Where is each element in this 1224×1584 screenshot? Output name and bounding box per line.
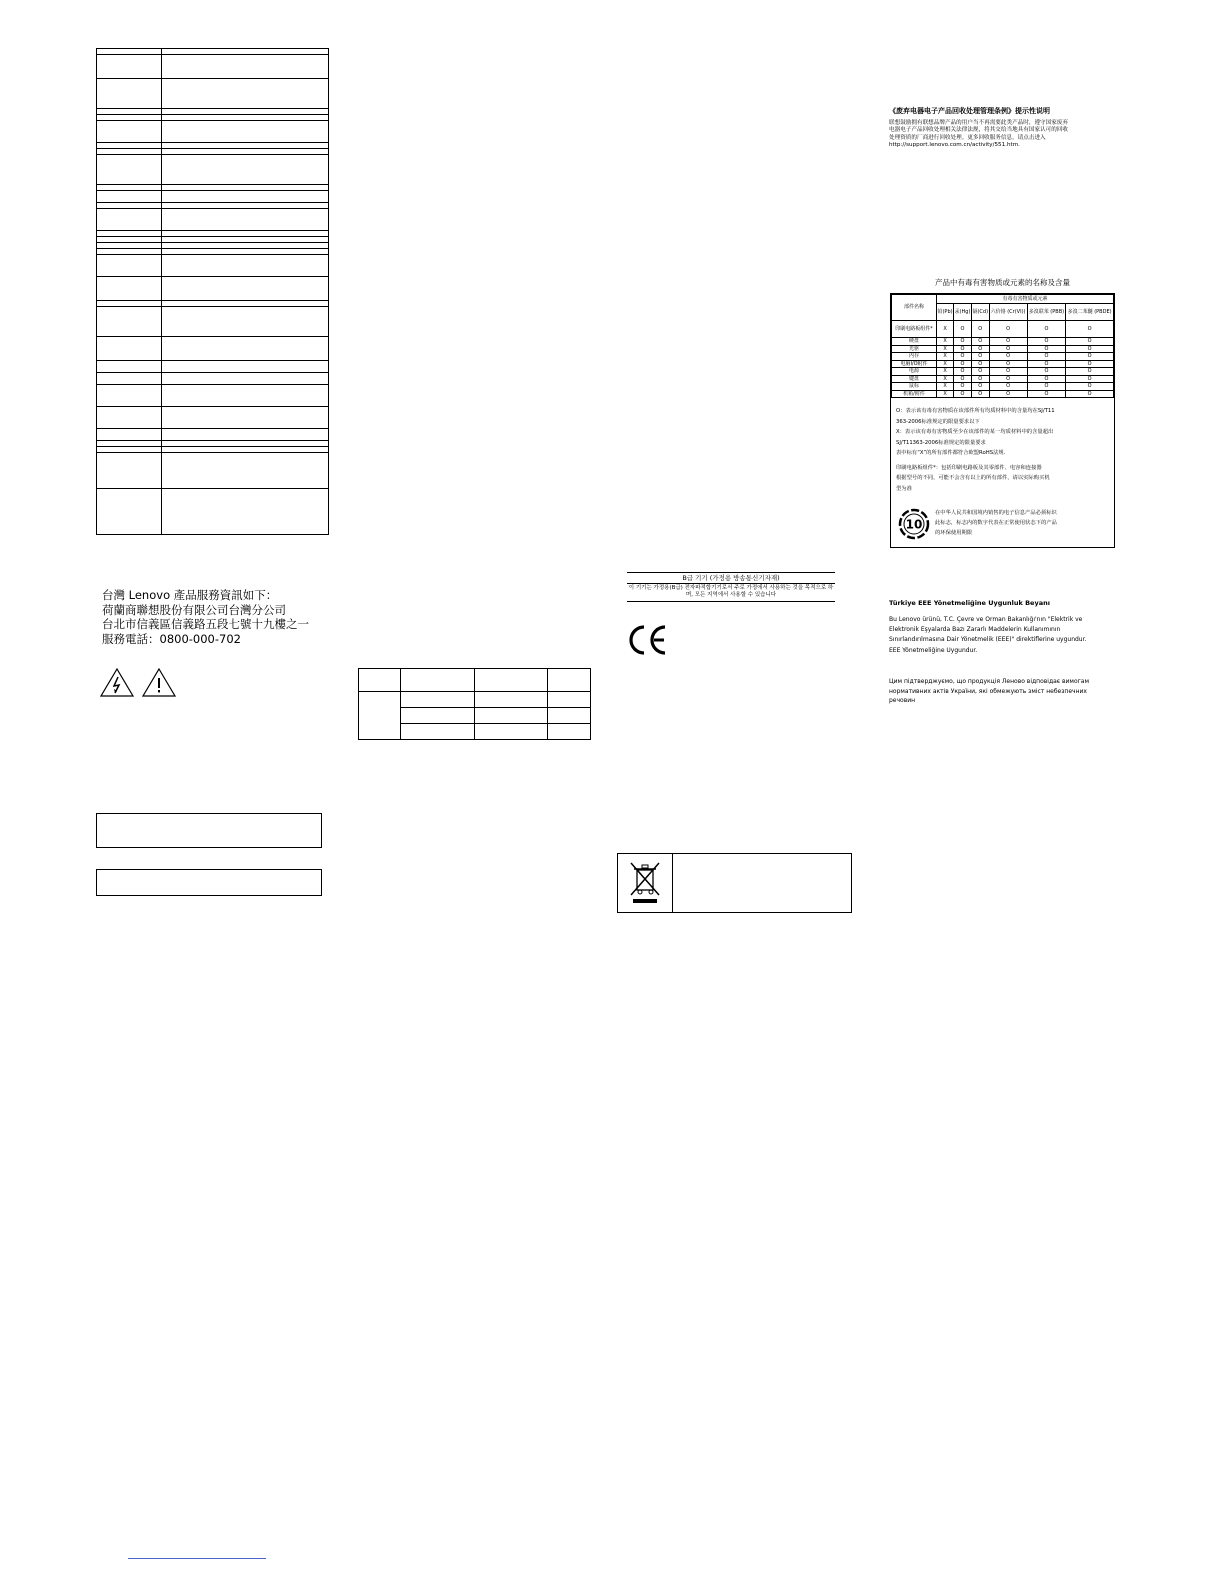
hazard-value: O (989, 375, 1027, 383)
ce-mark (628, 624, 668, 660)
hazard-value: O (971, 368, 989, 376)
spec-table-row (97, 429, 329, 441)
epup-line-1: 在中华人民共和国境内销售的电子信息产品必须标识 (935, 510, 1057, 516)
hazard-value: O (971, 338, 989, 346)
korean-class-b-notice (627, 572, 835, 602)
spec-table-row (97, 337, 329, 361)
hazard-value: O (1066, 338, 1114, 346)
hazard-value: O (1027, 338, 1066, 346)
hazard-value: O (954, 390, 972, 398)
hazard-column-header: 铅(Pb) (937, 304, 954, 321)
hazard-part-name: 硬盘 (892, 338, 937, 346)
hazard-row (892, 368, 1114, 376)
taiwan-line-2: 荷蘭商聯想股份有限公司台灣分公司 (102, 602, 286, 617)
korean-bottom-rule (627, 601, 835, 602)
hazard-value: O (1066, 360, 1114, 368)
hazard-part-name: 机箱/附件 (892, 390, 937, 398)
taiwan-line-3: 台北市信義區信義路五段七號十九樓之一 (102, 617, 309, 631)
hazard-column-header: 镉(Cd) (971, 304, 989, 321)
turkey-line-3: Sınırlandırılmasına Dair Yönetmelik (EEE)" direktiflerine uygundur. (889, 636, 1087, 643)
hazard-value: O (1066, 353, 1114, 361)
hazard-note-4c: 型为准 (896, 485, 912, 492)
hazard-value: O (1066, 321, 1114, 338)
hazard-value: X (937, 321, 954, 338)
china-recycle-line-1: 联想鼓励拥有联想品牌产品的用户当不再需要此类产品时，遵守国家废弃 (889, 120, 1069, 126)
hazard-value: O (1027, 368, 1066, 376)
ce-mark-logo (628, 624, 668, 656)
hazard-value: X (937, 390, 954, 398)
spec-table-row (97, 489, 329, 535)
spec-table-row (97, 55, 329, 79)
hazard-value: O (971, 360, 989, 368)
hazard-row (892, 383, 1114, 391)
epup-10-icon (897, 508, 931, 540)
warning-triangles (100, 668, 180, 698)
electric-shock-icon (101, 669, 133, 696)
hazard-row (892, 375, 1114, 383)
hazard-value: O (954, 360, 972, 368)
ukraine-line-2: нормативних актів України, які обмежують зміст небезпечних (889, 687, 1087, 695)
weee-box (617, 853, 852, 913)
crossed-bin-icon (626, 860, 664, 906)
hazard-value: X (937, 368, 954, 376)
hazard-value: O (989, 321, 1027, 338)
spec-table-row (97, 453, 329, 489)
hazard-value: O (989, 390, 1027, 398)
hazard-value: O (971, 375, 989, 383)
hazard-note-3: 表中标有“X”的所有部件都符合欧盟RoHS法规. (896, 450, 1006, 456)
hazard-column-header: 多溴二苯醚 (PBDE) (1066, 304, 1114, 321)
spec-table-row (97, 277, 329, 301)
hazard-value: O (1027, 345, 1066, 353)
hazard-note-1b: 363-2006标准规定的限量要求以下 (896, 418, 980, 425)
spec-table-row (97, 209, 329, 231)
turkey-short: EEE Yönetmeliğine Uygundur. (889, 647, 978, 654)
turkey-title: Türkiye EEE Yönetmeliğine Uygunluk Beyanı (889, 599, 1050, 607)
hazard-value: O (1066, 368, 1114, 376)
hazard-part-name: 电脑I/O附件 (892, 360, 937, 368)
epup-line-3: 的环保使用期限 (935, 530, 973, 536)
taiwan-service-info (102, 588, 309, 646)
china-recycle-line-2: 电器电子产品回收处理相关法律法规，将其交给当地具有国家认可的回收 (889, 127, 1069, 134)
hazard-column-header: 六价铬 (Cr(VI)) (989, 304, 1027, 321)
epup-number: 10 (905, 517, 923, 532)
spec-table-row (97, 79, 329, 109)
hazard-part-header: 部件名称 (892, 295, 937, 321)
hazard-value: O (954, 321, 972, 338)
weee-divider (672, 854, 673, 912)
hazard-value: O (1027, 390, 1066, 398)
spec-table-row (97, 255, 329, 277)
hazard-value: O (1066, 390, 1114, 398)
hazard-value: O (989, 345, 1027, 353)
epup-text (935, 508, 1057, 538)
spec-table-row (97, 191, 329, 203)
hazard-note-4b: 根据型号的不同，可能不会含有以上的所有部件，请以实际购买机 (896, 475, 1050, 481)
hazard-group-header: 有毒有害物质或元素 (937, 295, 1114, 304)
hazard-value: X (937, 375, 954, 383)
hazard-part-name: 键盘 (892, 375, 937, 383)
hazard-row (892, 353, 1114, 361)
hazard-value: O (954, 345, 972, 353)
empty-box-2 (96, 869, 322, 896)
hazard-value: O (954, 368, 972, 376)
hazard-value: O (954, 375, 972, 383)
hazard-value: X (937, 360, 954, 368)
korean-title: B급 기기 (가정용 방송통신기자재) (627, 572, 835, 584)
hazard-notes (896, 406, 1111, 494)
turkey-line-2: Elektronik Eşyalarda Bazı Zararlı Maddelerin Kullanımının (889, 626, 1061, 633)
hazard-value: O (1066, 345, 1114, 353)
china-recycle-body (889, 120, 1109, 150)
ukraine-line-1: Цим підтверджуємо, що продукція Леново відповідає вимогам (889, 678, 1089, 685)
epup-line-2: 此标志，标志内的数字代表在正常使用状态下的产品 (935, 520, 1057, 526)
spec-table-row (97, 407, 329, 429)
spec-table-row (97, 373, 329, 385)
turkey-line-1: Bu Lenovo ürünü, T.C. Çevre ve Orman Bakanlığı'nın "Elektrik ve (889, 616, 1083, 623)
china-recycle-url[interactable]: http://support.lenovo.com.cn/activity/551.htm. (889, 142, 1020, 149)
spec-table-row (97, 307, 329, 337)
hazard-value: O (989, 353, 1027, 361)
warning-icons (100, 668, 180, 702)
hazard-note-2a: X：表示该有毒有害物质至少在该部件的某一均质材料中的含量超出 (896, 429, 1054, 435)
hazard-value: X (937, 345, 954, 353)
hazard-column-header: 汞(Hg) (954, 304, 972, 321)
hazard-table (891, 294, 1114, 398)
korean-body: 이 기기는 가정용(B급) 전자파적합기기로서 주로 가정에서 사용하는 것을 목적으로 하며, 모든 지역에서 사용할 수 있습니다 (628, 585, 834, 598)
hazard-value: X (937, 338, 954, 346)
hazard-note-4a: 印刷电路板组件*：包括印刷电路板及其零部件、电容和连接器 (896, 464, 1042, 471)
spec-table (96, 48, 329, 535)
turkey-body (889, 615, 1086, 645)
hazard-value: O (989, 368, 1027, 376)
hazard-value: O (1027, 360, 1066, 368)
hazard-row (892, 338, 1114, 346)
hazard-value: O (989, 383, 1027, 391)
hazard-box (890, 293, 1115, 548)
hazard-part-name: 电源 (892, 368, 937, 376)
hazard-title: 产品中有毒有害物质或元素的名称及含量 (935, 278, 1070, 287)
hazard-value: O (989, 338, 1027, 346)
hazard-value: O (971, 353, 989, 361)
hazard-value: X (937, 353, 954, 361)
hazard-row (892, 321, 1114, 338)
hazard-value: O (1027, 375, 1066, 383)
ukraine-body (889, 677, 1089, 706)
hazard-row (892, 390, 1114, 398)
hazard-value: O (954, 383, 972, 391)
spec-table-row (97, 385, 329, 407)
hazard-part-name: 鼠标 (892, 383, 937, 391)
hazard-part-name: 印刷电路板组件* (892, 321, 937, 338)
hazard-value: O (989, 360, 1027, 368)
hazard-row (892, 345, 1114, 353)
hazard-part-name: 内存 (892, 353, 937, 361)
china-recycle-title: 《废弃电器电子产品回收处理管理条例》提示性说明 (889, 107, 1050, 115)
hazard-value: O (954, 338, 972, 346)
hazard-value: O (1066, 375, 1114, 383)
empty-box-1 (96, 813, 322, 848)
taiwan-line-4: 服務電話：0800-000-702 (102, 631, 241, 646)
hazard-value: O (971, 390, 989, 398)
hazard-value: O (971, 383, 989, 391)
hazard-column-header: 多溴联苯 (PBB) (1027, 304, 1066, 321)
hazard-row (892, 360, 1114, 368)
hazard-value: X (937, 383, 954, 391)
hazard-value: O (1027, 353, 1066, 361)
hazard-value: O (1027, 383, 1066, 391)
spec-table-row (97, 121, 329, 143)
hazard-part-name: 光驱 (892, 345, 937, 353)
spec-table-row (97, 361, 329, 373)
ukraine-line-3: речовин (889, 697, 916, 704)
hazard-value: O (1027, 321, 1066, 338)
caution-icon (143, 669, 175, 696)
hazard-value: O (954, 353, 972, 361)
hazard-value: O (971, 345, 989, 353)
hazard-note-1a: O：表示该有毒有害物质在该部件所有均质材料中的含量均在SJ/T11 (896, 408, 1055, 414)
footer-link-rule (128, 1558, 266, 1559)
hazard-value: O (1066, 383, 1114, 391)
spec-table-row (97, 155, 329, 185)
taiwan-line-1: 台灣 Lenovo 產品服務資訊如下： (102, 588, 278, 602)
small-table (358, 668, 591, 740)
china-recycle-line-3: 处理资质的厂商进行回收处理。更多回收服务信息，请点击进入 (889, 134, 1046, 141)
hazard-value: O (971, 321, 989, 338)
hazard-note-2b: SJ/T11363-2006标准规定的限量要求 (896, 439, 986, 446)
